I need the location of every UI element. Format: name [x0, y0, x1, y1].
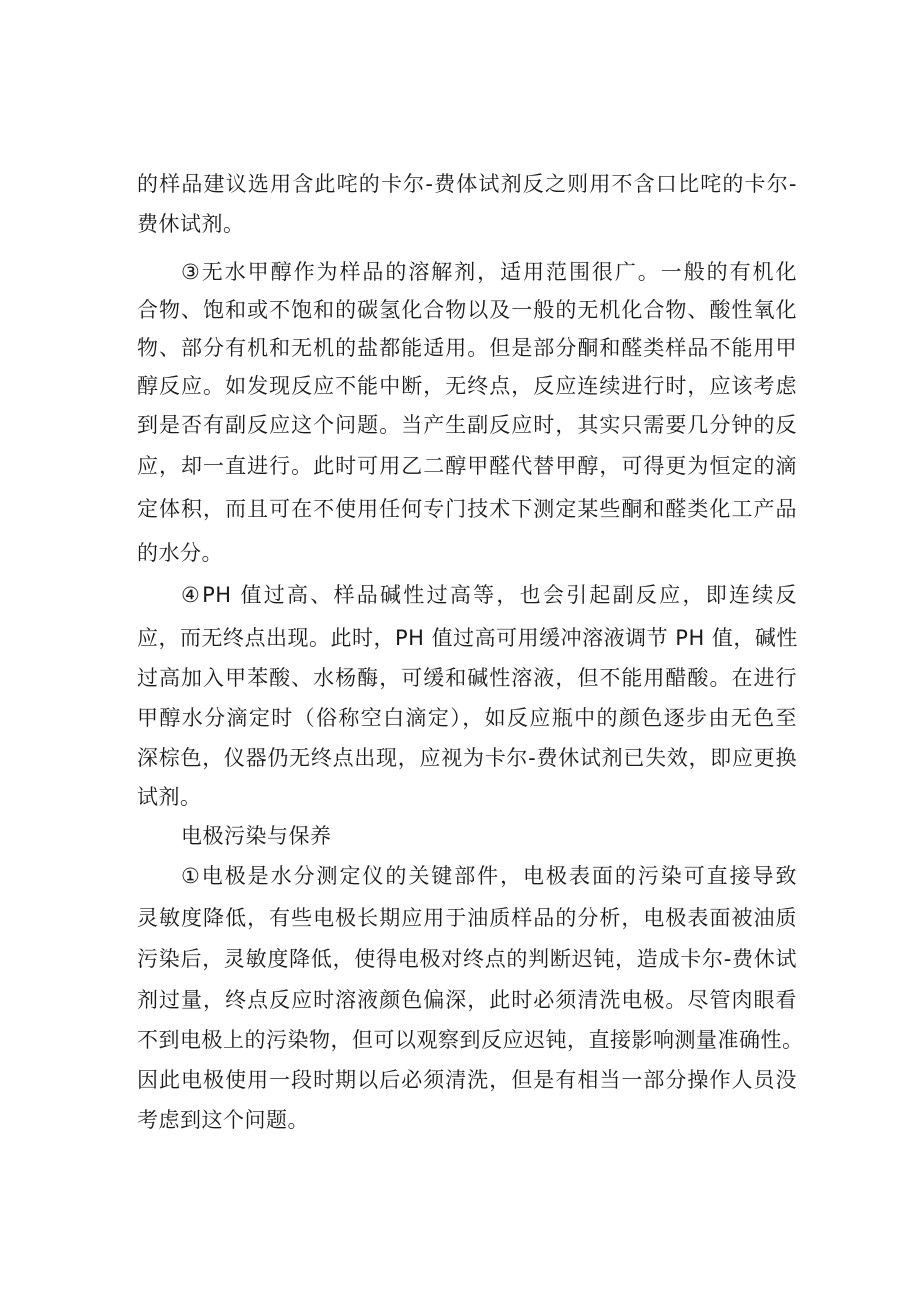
section-heading: 电极污染与保养: [181, 824, 332, 848]
text-line: 甲醇水分滴定时（俗称空白滴定），如反应瓶中的颜色逐步由无色至: [137, 706, 797, 730]
text-line: 因此电极使用一段时期以后必须清洗，但是有相当一部分操作人员没: [137, 1068, 797, 1092]
text-line: 到是否有副反应这个问题。当产生副反应时，其实只需要几分钟的反: [137, 413, 797, 437]
text-line: 考虑到这个问题。: [137, 1108, 309, 1132]
text-line: 的水分。: [137, 541, 223, 565]
text-line: 剂过量，终点反应时溶液颜色偏深，此时必须清洗电极。尽管肉眼看: [137, 988, 797, 1012]
text-line: 醇反应。如发现反应不能中断，无终点，反应连续进行时，应该考虑: [137, 374, 797, 398]
text-line: 深棕色，仪器仍无终点出现，应视为卡尔-费休试剂已失效，即应更换: [137, 746, 797, 770]
text-line: 污染后，灵敏度降低，使得电极对终点的判断迟钝，造成卡尔-费休试: [137, 947, 797, 971]
text-line: 不到电极上的污染物，但可以观察到反应迟钝，直接影响测量准确性。: [137, 1028, 804, 1052]
text-line: 合物、饱和或不饱和的碳氢化合物以及一般的无机化合物、酸性氧化: [137, 298, 797, 322]
text-line: 试剂。: [137, 785, 202, 809]
text-line: 的样品建议选用含此咤的卡尔-费体试剂反之则用不含口比咤的卡尔-: [137, 172, 797, 196]
text-line: 过高加入甲苯酸、水杨酶，可缓和碱性溶液，但不能用醋酸。在进行: [137, 666, 797, 690]
text-line: ④PH 值过高、样品碱性过高等，也会引起副反应，即连续反: [181, 583, 797, 607]
text-line: ①电极是水分测定仪的关键部件，电极表面的污染可直接导致: [181, 864, 797, 888]
text-line: 物、部分有机和无机的盐都能适用。但是部分酮和醛类样品不能用甲: [137, 336, 797, 360]
text-line: 灵敏度降低，有些电极长期应用于油质样品的分析，电极表面被油质: [137, 906, 797, 930]
text-line: 定体积，而且可在不使用任何专门技术下测定某些酮和醛类化工产品: [137, 497, 797, 521]
text-line: 费休试剂。: [137, 212, 245, 236]
text-line: ③无水甲醇作为样品的溶解剂，适用范围很广。一般的有机化: [181, 260, 797, 284]
text-line: 应，却一直进行。此时可用乙二醇甲醛代替甲醇，可得更为恒定的滴: [137, 454, 797, 478]
text-line: 应，而无终点出现。此时，PH 值过高可用缓冲溶液调节 PH 值，碱性: [137, 626, 798, 650]
